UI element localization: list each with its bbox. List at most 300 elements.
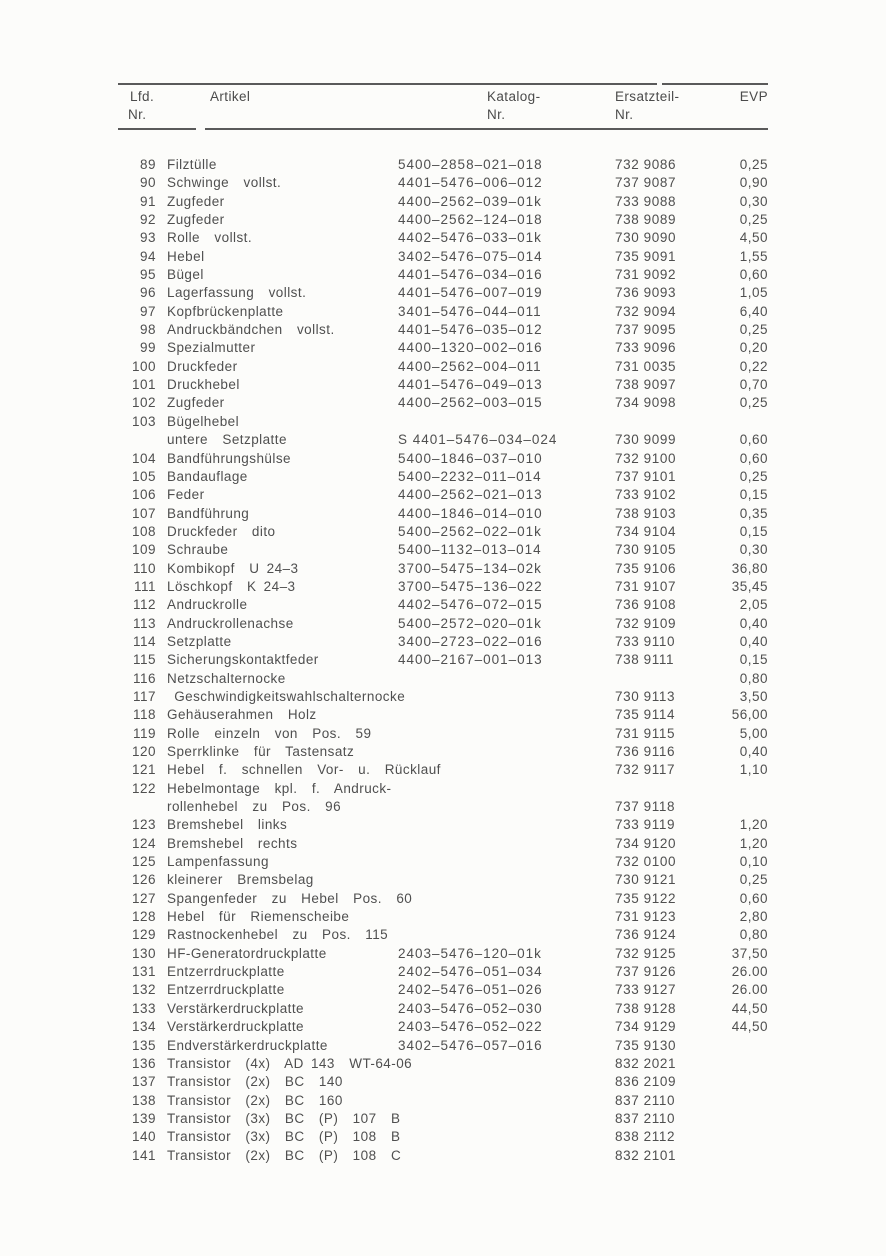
article-name: Sperrklinke für Tastensatz — [167, 744, 355, 759]
catalog-number — [388, 908, 608, 926]
catalog-number — [388, 1147, 608, 1165]
row-number: 90 — [139, 175, 156, 191]
table-row — [118, 505, 768, 523]
table-row — [118, 394, 768, 412]
catalog-number: 4401–5476–007–019 — [398, 285, 543, 301]
spare-part-number: 738 9103 — [615, 505, 677, 521]
article-name: Rolle einzeln von Pos. 59 — [167, 725, 372, 741]
spare-part-number: 837 2110 — [615, 1110, 676, 1126]
spare-part-number: 731 9092 — [615, 267, 677, 283]
row-number: 135 — [131, 1037, 156, 1053]
evp-price — [698, 1037, 768, 1055]
evp-price: 0,15 — [739, 487, 768, 503]
spare-part-number: 734 9104 — [615, 523, 677, 539]
spare-part-number: 734 9098 — [615, 395, 677, 411]
article-name: Bügel — [167, 267, 204, 283]
catalog-number — [388, 761, 608, 779]
evp-price: 56,00 — [731, 707, 768, 723]
table-row — [118, 1073, 768, 1091]
table-row — [118, 523, 768, 541]
catalog-number: 2403–5476–052–030 — [398, 1000, 543, 1016]
evp-price: 0,90 — [739, 175, 768, 191]
column-header-artikel: Artikel — [210, 89, 251, 104]
spare-part-number: 731 9115 — [615, 725, 676, 741]
spare-part-number: 737 9101 — [615, 468, 677, 484]
catalog-number — [388, 1055, 608, 1073]
row-number: 112 — [132, 597, 156, 613]
table-row — [118, 266, 768, 284]
evp-price: 0,70 — [739, 377, 768, 393]
header-top-rule-right — [662, 83, 768, 85]
column-header-ersatzteil: Ersatzteil- — [615, 89, 680, 104]
article-name: Zugfeder — [167, 193, 225, 209]
table-row — [118, 835, 768, 853]
spare-part-number: 737 9118 — [615, 799, 676, 815]
row-number: 106 — [131, 487, 156, 503]
row-number: 111 — [133, 578, 156, 594]
row-number: 108 — [131, 523, 156, 539]
row-number: 122 — [131, 780, 156, 796]
catalog-number — [388, 1110, 608, 1128]
row-number: 127 — [131, 890, 156, 906]
table-row — [118, 633, 768, 651]
table-row — [118, 303, 768, 321]
article-name: Rolle vollst. — [167, 230, 253, 246]
row-number: 104 — [131, 450, 156, 466]
catalog-number: 4400–2562–003–015 — [398, 395, 543, 411]
table-row — [118, 1092, 768, 1110]
table-row — [118, 1055, 768, 1073]
header-bottom-rule-left — [118, 128, 196, 130]
row-number: 124 — [131, 835, 156, 851]
row-number: 130 — [131, 945, 156, 961]
evp-price — [698, 1147, 768, 1165]
evp-price — [698, 1073, 768, 1091]
catalog-number: 4400–2562–021–013 — [398, 487, 543, 503]
article-name: Endverstärkerdruckplatte — [167, 1037, 328, 1053]
table-row — [118, 743, 768, 761]
row-number: 132 — [131, 982, 156, 998]
row-number: 123 — [131, 817, 156, 833]
article-name: Druckfeder dito — [167, 523, 276, 539]
evp-price — [698, 1055, 768, 1073]
article-name: Filztülle — [167, 157, 217, 172]
column-header-evp: EVP — [739, 89, 768, 104]
row-number: 99 — [139, 340, 156, 356]
article-name: Kombikopf U 24–3 — [167, 560, 299, 576]
table-row — [118, 1128, 768, 1146]
row-number: 137 — [131, 1074, 156, 1090]
row-number: 89 — [139, 157, 156, 172]
article-name: Spangenfeder zu Hebel Pos. 60 — [167, 890, 413, 906]
evp-price — [698, 1092, 768, 1110]
spare-part-number: 735 9091 — [615, 248, 677, 264]
table-row — [118, 670, 768, 688]
evp-price: 0,15 — [739, 652, 768, 668]
article-name: Spezialmutter — [167, 340, 256, 356]
spare-part-number: 732 9117 — [615, 762, 676, 778]
evp-price: 6,40 — [739, 303, 768, 319]
table-row — [118, 193, 768, 211]
catalog-number: 3700–5475–134–02k — [398, 560, 542, 576]
catalog-number: 4402–5476–072–015 — [398, 597, 543, 613]
evp-price: 44,50 — [731, 1019, 768, 1035]
table-row — [118, 798, 768, 816]
catalog-number — [388, 780, 608, 798]
table-row — [118, 908, 768, 926]
evp-price: 1,10 — [739, 762, 768, 778]
table-row — [118, 229, 768, 247]
column-header-katalog: Katalog- — [487, 89, 541, 104]
evp-price: 44,50 — [731, 1000, 768, 1016]
catalog-number: 4402–5476–033–01k — [398, 230, 542, 246]
table-row — [118, 211, 768, 229]
article-name: Hebel f. schnellen Vor- u. Rücklauf — [167, 762, 441, 778]
row-number: 120 — [131, 744, 156, 759]
article-name: Netzschalternocke — [167, 670, 286, 686]
article-name: Entzerrdruckplatte — [167, 964, 285, 980]
article-name: Bügelhebel — [167, 413, 240, 429]
table-row — [118, 926, 768, 944]
evp-price — [698, 1110, 768, 1128]
table-row — [118, 981, 768, 999]
spare-part-number: 736 9116 — [615, 744, 676, 759]
article-name: Entzerrdruckplatte — [167, 982, 285, 998]
spare-part-number: 730 9113 — [615, 688, 676, 704]
article-name: Andruckrollenachse — [167, 615, 294, 631]
evp-price: 0,60 — [739, 890, 768, 906]
row-number: 92 — [139, 212, 156, 228]
evp-price: 26.00 — [731, 982, 768, 998]
table-header — [118, 83, 768, 135]
spare-part-number: 730 9121 — [615, 872, 677, 888]
table-row — [118, 450, 768, 468]
row-number: 107 — [131, 505, 156, 521]
row-number: 116 — [132, 670, 156, 686]
table-row — [118, 339, 768, 357]
row-number: 128 — [131, 909, 156, 925]
article-name: Transistor (3x) BC (P) 108 B — [167, 1129, 401, 1145]
article-name: Bandführung — [167, 505, 250, 521]
catalog-number — [388, 798, 608, 816]
evp-price: 0,60 — [739, 432, 768, 448]
article-name: Transistor (2x) BC 160 — [167, 1092, 343, 1108]
row-number: 119 — [132, 725, 156, 741]
catalog-number: 4401–5476–034–016 — [398, 267, 543, 283]
catalog-number: 4400–2562–039–01k — [398, 193, 542, 209]
spare-part-number: 734 9120 — [615, 835, 677, 851]
evp-price: 2,05 — [739, 597, 768, 613]
column-header-lfd: Lfd. — [130, 89, 155, 104]
evp-price: 0,40 — [739, 744, 768, 759]
table-row — [118, 890, 768, 908]
evp-price: 3,50 — [739, 688, 768, 704]
table-row — [118, 651, 768, 669]
article-name: untere Setzplatte — [167, 432, 287, 448]
table-row — [118, 1147, 768, 1165]
spare-part-number: 733 9110 — [615, 633, 676, 649]
catalog-number: 2403–5476–052–022 — [398, 1019, 543, 1035]
evp-price: 0,40 — [739, 633, 768, 649]
catalog-number — [388, 688, 608, 706]
catalog-number: 3402–5476–075–014 — [398, 248, 543, 264]
evp-price: 37,50 — [731, 945, 768, 961]
catalog-number: 4400–2167–001–013 — [398, 652, 543, 668]
evp-price: 1,20 — [739, 817, 768, 833]
spare-part-number: 730 9105 — [615, 542, 677, 558]
catalog-number — [388, 890, 608, 908]
article-name: Transistor (4x) AD 143 WT-64-06 — [167, 1055, 413, 1071]
spare-part-number: 735 9106 — [615, 560, 677, 576]
evp-price: 0,30 — [739, 193, 768, 209]
article-name: Löschkopf K 24–3 — [167, 578, 296, 594]
evp-price: 0,25 — [739, 322, 768, 338]
row-number: 110 — [132, 560, 156, 576]
table-row — [118, 1037, 768, 1055]
article-name: Zugfeder — [167, 395, 225, 411]
spare-part-number: 738 9089 — [615, 212, 677, 228]
table-row — [118, 376, 768, 394]
catalog-number: 5400–2562–022–01k — [398, 523, 542, 539]
table-row — [118, 578, 768, 596]
column-header-lfd-nr: Nr. — [128, 107, 147, 122]
table-row — [118, 706, 768, 724]
evp-price — [698, 798, 768, 816]
catalog-number: 4400–2562–004–011 — [398, 358, 542, 374]
article-name: Druckfeder — [167, 358, 238, 374]
spare-part-number: 735 9130 — [615, 1037, 677, 1053]
row-number: 94 — [139, 248, 156, 264]
catalog-number: 5400–1132–013–014 — [398, 542, 542, 558]
spare-part-number: 832 2021 — [615, 1055, 677, 1071]
article-name: kleinerer Bremsbelag — [167, 872, 314, 888]
spare-part-number: 731 0035 — [615, 358, 677, 374]
catalog-number — [388, 743, 608, 761]
article-name: Hebel für Riemenscheibe — [167, 909, 350, 925]
row-number: 126 — [131, 872, 156, 888]
evp-price: 0,25 — [739, 212, 768, 228]
row-number: 100 — [131, 358, 156, 374]
table-row — [118, 780, 768, 798]
catalog-number: 4400–1320–002–016 — [398, 340, 543, 356]
catalog-number: 4401–5476–035–012 — [398, 322, 543, 338]
spare-part-number: 733 9127 — [615, 982, 677, 998]
article-name: Andruckrolle — [167, 597, 248, 613]
spare-part-number: 730 9099 — [615, 432, 677, 448]
table-rows — [118, 156, 768, 1165]
row-number: 134 — [131, 1019, 156, 1035]
table-row — [118, 725, 768, 743]
article-name: Gehäuserahmen Holz — [167, 707, 317, 723]
article-name: Sicherungskontaktfeder — [167, 652, 319, 668]
article-name: Geschwindigkeitswahlschalternocke — [167, 688, 406, 704]
spare-part-number: 731 9123 — [615, 909, 677, 925]
spare-part-number: 738 9128 — [615, 1000, 677, 1016]
table-row — [118, 1000, 768, 1018]
catalog-number: 3400–2723–022–016 — [398, 633, 543, 649]
catalog-number — [388, 670, 608, 688]
row-number: 113 — [132, 615, 156, 631]
table-row — [118, 615, 768, 633]
spare-part-number: 832 2101 — [615, 1147, 677, 1163]
spare-part-number: 732 9094 — [615, 303, 677, 319]
row-number: 115 — [132, 652, 156, 668]
spare-part-number: 733 9102 — [615, 487, 677, 503]
spare-part-number: 733 9096 — [615, 340, 677, 356]
article-name: Verstärkerdruckplatte — [167, 1000, 305, 1016]
article-name: Bandauflage — [167, 468, 248, 484]
column-header-ersatzteil-nr: Nr. — [615, 107, 634, 122]
catalog-number: S 4401–5476–034–024 — [398, 432, 558, 448]
spare-part-number: 736 9124 — [615, 927, 677, 943]
row-number: 136 — [131, 1055, 156, 1071]
catalog-number: 3402–5476–057–016 — [398, 1037, 543, 1053]
article-name: Hebelmontage kpl. f. Andruck- — [167, 780, 392, 796]
catalog-number: 5400–2858–021–018 — [398, 157, 543, 172]
table-row — [118, 156, 768, 174]
row-number — [118, 798, 167, 816]
evp-price: 0,15 — [739, 523, 768, 539]
catalog-number — [388, 1092, 608, 1110]
spare-part-number: 836 2109 — [615, 1074, 677, 1090]
row-number: 103 — [131, 413, 156, 429]
table-row — [118, 945, 768, 963]
catalog-number: 2402–5476–051–026 — [398, 982, 543, 998]
catalog-number — [388, 725, 608, 743]
catalog-number — [388, 1128, 608, 1146]
evp-price: 0,25 — [739, 872, 768, 888]
catalog-number — [388, 413, 608, 431]
row-number: 101 — [131, 377, 156, 393]
catalog-number — [388, 706, 608, 724]
row-number: 97 — [139, 303, 156, 319]
article-name: Rastnockenhebel zu Pos. 115 — [167, 927, 389, 943]
article-name: Bremshebel rechts — [167, 835, 298, 851]
table-row — [118, 413, 768, 431]
spare-part-number: 735 9122 — [615, 890, 677, 906]
evp-price: 1,20 — [739, 835, 768, 851]
row-number: 141 — [131, 1147, 156, 1163]
evp-price: 0,25 — [739, 468, 768, 484]
article-name: Hebel — [167, 248, 205, 264]
article-name: Transistor (2x) BC 140 — [167, 1074, 343, 1090]
catalog-number: 2403–5476–120–01k — [398, 945, 542, 961]
evp-price: 0,25 — [739, 395, 768, 411]
article-name: Kopfbrückenplatte — [167, 303, 284, 319]
row-number: 125 — [131, 854, 156, 870]
row-number: 131 — [131, 964, 156, 980]
catalog-number — [388, 1073, 608, 1091]
header-bottom-rule-right — [205, 128, 768, 130]
row-number: 121 — [131, 762, 156, 778]
table-row — [118, 871, 768, 889]
row-number: 139 — [131, 1110, 156, 1126]
table-row — [118, 1018, 768, 1036]
row-number: 91 — [139, 193, 156, 209]
spare-part-number: 732 9125 — [615, 945, 677, 961]
table-row — [118, 853, 768, 871]
article-name: Feder — [167, 487, 205, 503]
evp-price: 36,80 — [731, 560, 768, 576]
spare-part-number: 732 9109 — [615, 615, 677, 631]
row-number: 96 — [139, 285, 156, 301]
catalog-number: 4400–2562–124–018 — [398, 212, 543, 228]
table-row — [118, 486, 768, 504]
evp-price: 0,40 — [739, 615, 768, 631]
row-number: 102 — [131, 395, 156, 411]
row-number — [118, 431, 167, 449]
table-row — [118, 284, 768, 302]
table-row — [118, 174, 768, 192]
spare-part-number: 838 2112 — [615, 1129, 676, 1145]
evp-price: 26.00 — [731, 964, 768, 980]
table-row — [118, 358, 768, 376]
article-name: Bandführungshülse — [167, 450, 291, 466]
article-name: Lagerfassung vollst. — [167, 285, 307, 301]
spare-part-number: 737 9126 — [615, 964, 677, 980]
spare-part-number: 737 9087 — [615, 175, 677, 191]
spare-part-number: 732 0100 — [615, 854, 677, 870]
catalog-number: 4400–1846–014–010 — [398, 505, 543, 521]
evp-price: 2,80 — [739, 909, 768, 925]
table-row — [118, 248, 768, 266]
row-number: 138 — [131, 1092, 156, 1108]
spare-part-number: 733 9119 — [615, 817, 676, 833]
evp-price — [698, 1128, 768, 1146]
evp-price — [698, 780, 768, 798]
spare-part-number: 837 2110 — [615, 1092, 676, 1108]
article-name: Lampenfassung — [167, 854, 269, 870]
column-header-katalog-nr: Nr. — [487, 107, 506, 122]
table-row — [118, 560, 768, 578]
evp-price: 0,30 — [739, 542, 768, 558]
article-name: Druckhebel — [167, 377, 240, 393]
evp-price: 35,45 — [731, 578, 768, 594]
row-number: 98 — [139, 322, 156, 338]
row-number: 117 — [132, 688, 156, 704]
catalog-number: 2402–5476–051–034 — [398, 964, 543, 980]
evp-price: 1,05 — [739, 285, 768, 301]
article-name: Transistor (2x) BC (P) 108 C — [167, 1147, 402, 1163]
table-row — [118, 321, 768, 339]
table-row — [118, 688, 768, 706]
evp-price: 0,25 — [739, 157, 768, 172]
spare-part-number: 738 9097 — [615, 377, 677, 393]
evp-price: 0,10 — [739, 854, 768, 870]
spare-part-number: 738 9111 — [615, 652, 675, 668]
row-number: 93 — [139, 230, 156, 246]
row-number: 105 — [131, 468, 156, 484]
catalog-number: 5400–1846–037–010 — [398, 450, 543, 466]
catalog-number: 4401–5476–006–012 — [398, 175, 543, 191]
spare-part-number: 731 9107 — [615, 578, 677, 594]
catalog-number — [388, 871, 608, 889]
article-name: Verstärkerdruckplatte — [167, 1019, 305, 1035]
catalog-number: 4401–5476–049–013 — [398, 377, 543, 393]
evp-price: 5,00 — [739, 725, 768, 741]
row-number: 114 — [132, 633, 156, 649]
evp-price: 0,60 — [739, 450, 768, 466]
table-row — [118, 431, 768, 449]
spare-part-number: 737 9095 — [615, 322, 677, 338]
catalog-number: 5400–2572–020–01k — [398, 615, 542, 631]
article-name: Transistor (3x) BC (P) 107 B — [167, 1110, 401, 1126]
row-number: 118 — [132, 707, 156, 723]
evp-price: 0,35 — [739, 505, 768, 521]
catalog-number: 3700–5475–136–022 — [398, 578, 543, 594]
evp-price: 0,80 — [739, 670, 768, 686]
evp-price: 0,20 — [739, 340, 768, 356]
